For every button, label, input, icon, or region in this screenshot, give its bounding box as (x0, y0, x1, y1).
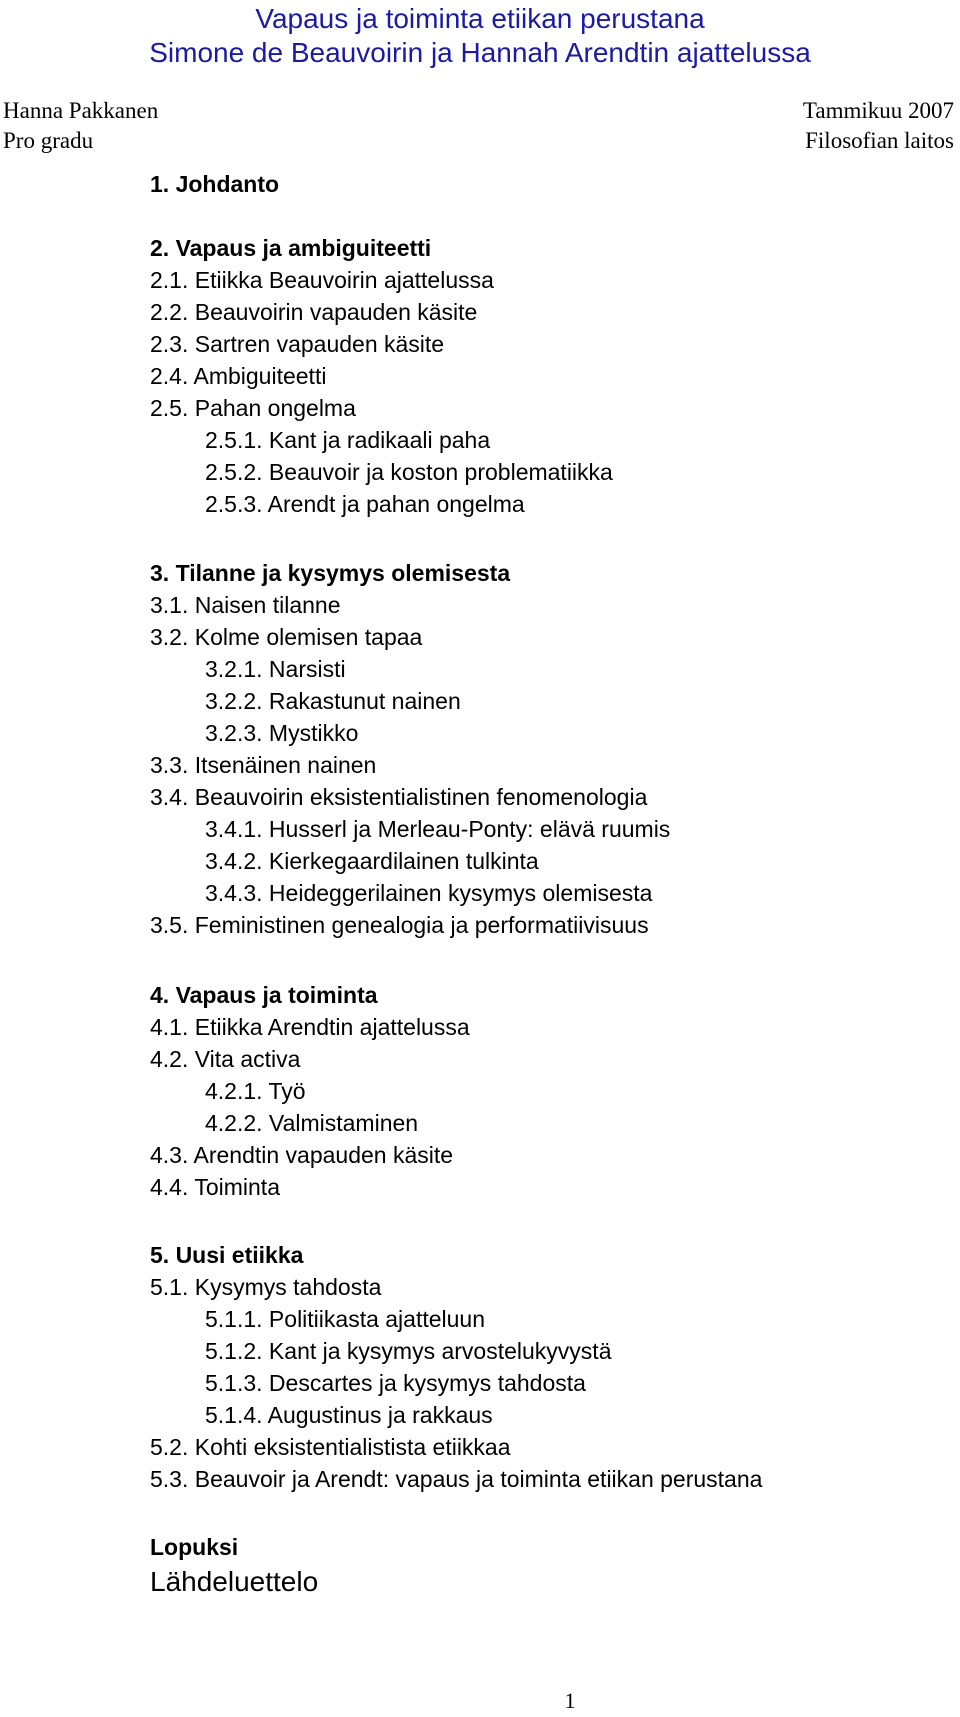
document-subtitle: Simone de Beauvoirin ja Hannah Arendtin ajattelussa (149, 37, 811, 68)
toc-subentry: 4.2.1. Työ (205, 1078, 306, 1104)
toc-heading-bibliography: Lähdeluettelo (150, 1566, 319, 1597)
toc-subentry: 3.2.2. Rakastunut nainen (205, 688, 461, 714)
toc-entry: 3.5. Feministinen genealogia ja performatiivisuus (150, 912, 649, 938)
toc-subentry: 2.5.3. Arendt ja pahan ongelma (205, 491, 525, 517)
toc-entry: 4.4. Toiminta (150, 1174, 280, 1200)
toc-entry: 3.4. Beauvoirin eksistentialistinen fenomenologia (150, 784, 648, 810)
document-title: Vapaus ja toiminta etiikan perustana (255, 3, 705, 34)
document-date: Tammikuu 2007 (802, 98, 954, 123)
toc-entry: 4.1. Etiikka Arendtin ajattelussa (150, 1014, 470, 1040)
toc-entry: 2.2. Beauvoirin vapauden käsite (150, 299, 478, 325)
toc-subentry: 2.5.2. Beauvoir ja koston problematiikka (205, 459, 613, 485)
toc-entry: 3.1. Naisen tilanne (150, 592, 341, 618)
toc-heading-chapter-4: 4. Vapaus ja toiminta (150, 982, 378, 1008)
toc-subentry: 5.1.2. Kant ja kysymys arvostelukyvystä (205, 1338, 612, 1364)
toc-subentry: 3.2.1. Narsisti (205, 656, 346, 682)
toc-heading-chapter-5: 5. Uusi etiikka (150, 1242, 304, 1268)
toc-heading-conclusion: Lopuksi (150, 1534, 239, 1560)
page-number: 1 (564, 1688, 576, 1713)
toc-subentry: 2.5.1. Kant ja radikaali paha (205, 427, 491, 453)
toc-subentry: 4.2.2. Valmistaminen (205, 1110, 419, 1136)
toc-entry: 2.5. Pahan ongelma (150, 395, 356, 421)
toc-entry: 3.2. Kolme olemisen tapaa (150, 624, 423, 650)
author-name: Hanna Pakkanen (3, 98, 159, 123)
toc-heading-chapter-2: 2. Vapaus ja ambiguiteetti (150, 235, 432, 261)
toc-subentry: 3.4.3. Heideggerilainen kysymys olemisesta (205, 880, 653, 906)
toc-entry: 2.1. Etiikka Beauvoirin ajattelussa (150, 267, 494, 293)
toc-subentry: 5.1.3. Descartes ja kysymys tahdosta (205, 1370, 586, 1396)
toc-subentry: 3.4.1. Husserl ja Merleau-Ponty: elävä ruumis (205, 816, 671, 842)
toc-entry: 5.3. Beauvoir ja Arendt: vapaus ja toiminta etiikan perustana (150, 1466, 763, 1492)
toc-subentry: 3.4.2. Kierkegaardilainen tulkinta (205, 848, 539, 874)
toc-entry: 5.1. Kysymys tahdosta (150, 1274, 382, 1300)
toc-entry: 2.3. Sartren vapauden käsite (150, 331, 445, 357)
toc-subentry: 5.1.1. Politiikasta ajatteluun (205, 1306, 486, 1332)
toc-entry: 4.3. Arendtin vapauden käsite (150, 1142, 454, 1168)
thesis-type: Pro gradu (3, 128, 94, 153)
toc-subentry: 3.2.3. Mystikko (205, 720, 359, 746)
toc-entry: 5.2. Kohti eksistentialistista etiikkaa (150, 1434, 511, 1460)
toc-entry: 3.3. Itsenäinen nainen (150, 752, 377, 778)
toc-entry: 4.2. Vita activa (150, 1046, 301, 1072)
department-name: Filosofian laitos (805, 128, 954, 153)
toc-heading-chapter-1: 1. Johdanto (150, 171, 280, 197)
toc-subentry: 5.1.4. Augustinus ja rakkaus (205, 1402, 493, 1428)
toc-entry: 2.4. Ambiguiteetti (150, 363, 327, 389)
toc-heading-chapter-3: 3. Tilanne ja kysymys olemisesta (150, 560, 511, 586)
